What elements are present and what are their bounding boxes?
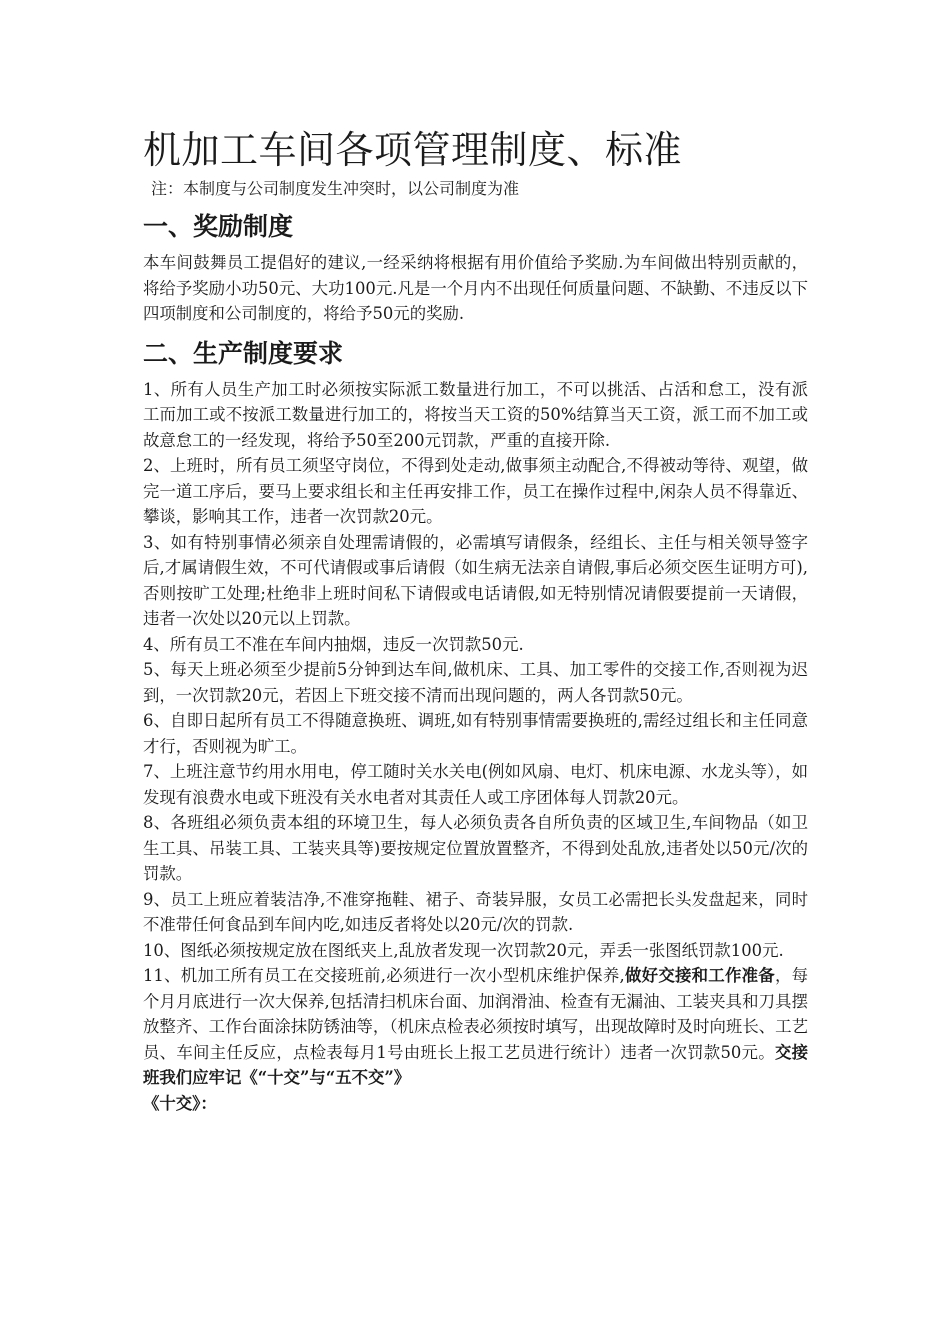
rule-item-8: 8、各班组必须负责本组的环境卫生，每人必须负责各自所负责的区域卫生,车间物品（如卫生工具、吊装工具、工装夹具等)要按规定位置放置整齐，不得到处乱放,违者处以50元/次的罚款。 [143, 813, 808, 883]
note: 注：本制度与公司制度发生冲突时，以公司制度为准 [151, 179, 520, 198]
rule-item-7: 7、上班注意节约用水用电，停工随时关水关电(例如风扇、电灯、机床电源、水龙头等），如发现有浪费水电或下班没有关水电者对其责任人或工序团体每人罚款20元。 [143, 762, 808, 807]
rule-item-11 [143, 963, 808, 1091]
rule-item-4: 4、所有员工不准在车间内抽烟，违反一次罚款50元. [143, 634, 524, 654]
rule-item-11-bold-2: 交接班我们应牢记《“十交”与“五不交”》 [143, 1042, 808, 1087]
rule-item-11-bold-1: 做好交接和工作准备 [624, 966, 775, 985]
rule-item-10: 10、图纸必须按规定放在图纸夹上,乱放者发现一次罚款20元，弄丢一张图纸罚款100元. [143, 940, 784, 960]
section-text-reward: 本车间鼓舞员工提倡好的建议,一经采纳将根据有用价值给予奖励.为车间做出特别贡献的，将给予奖励小功50元、大功100元.凡是一个月内不出现任何质量问题、不缺勤、不违反以下四项制度和公司制度的，将给予50元的奖励. [143, 253, 808, 323]
document-page [143, 124, 808, 1116]
rule-item-11-part1: 11、机加工所有员工在交接班前,必须进行一次小型机床维护保养, [143, 966, 625, 985]
rule-item-5: 5、每天上班必须至少提前5分钟到达车间,做机床、工具、加工零件的交接工作,否则视为迟到，一次罚款20元，若因上下班交接不清而出现问题的，两人各罚款50元。 [143, 660, 808, 705]
rule-item-2: 2、上班时，所有员工须坚守岗位，不得到处走动,做事须主动配合,不得被动等待、观望，做完一道工序后，要马上要求组长和主任再安排工作，员工在操作过程中,闲杂人员不得靠近、攀谈，影响其工作，违者一次罚款20元。 [143, 456, 808, 526]
page-title: 机加工车间各项管理制度、标准 [143, 128, 683, 172]
section-heading-reward: 一、奖励制度 [143, 212, 294, 241]
section-heading-production: 二、生产制度要求 [143, 338, 344, 368]
rule-item-11-part3: ，每个月月底进行一次大保养,包括清扫机床台面、加润滑油、检查有无漏油、工装夹具和刀具摆放整齐、工作台面涂抹防锈油等，（机床点检表必须按时填写，出现故障时及时向班长、工艺员、车间主任反应，点检表每月1号由班长上报工艺员进行统计）违者一次罚款50元。 [143, 966, 809, 1062]
rule-item-1: 1、所有人员生产加工时必须按实际派工数量进行加工，不可以挑活、占活和怠工，没有派工而加工或不按派工数量进行加工的，将按当天工资的50%结算当天工资，派工而不加工或故意怠工的一经发现，将给予50至200元罚款，严重的直接开除. [143, 379, 808, 450]
rule-item-6: 6、自即日起所有员工不得随意换班、调班,如有特别事情需要换班的,需经过组长和主任同意才行，否则视为旷工。 [143, 711, 808, 756]
rule-item-3: 3、如有特别事情必须亲自处理需请假的，必需填写请假条，经组长、主任与相关领导签字后,才属请假生效，不可代请假或事后请假（如生病无法亲自请假,事后必须交医生证明方可),否则按旷工处理;杜绝非上班时间私下请假或电话请假,如无特别情况请假要提前一天请假，违者一次处以20元以上罚款。 [143, 532, 808, 628]
sub-heading-ten-handovers: 《十交》： [143, 1093, 217, 1113]
rule-item-9: 9、员工上班应着装洁净,不准穿拖鞋、裙子、奇装异服，女员工必需把长头发盘起来，同时不准带任何食品到车间内吃,如违反者将处以20元/次的罚款. [143, 889, 808, 934]
